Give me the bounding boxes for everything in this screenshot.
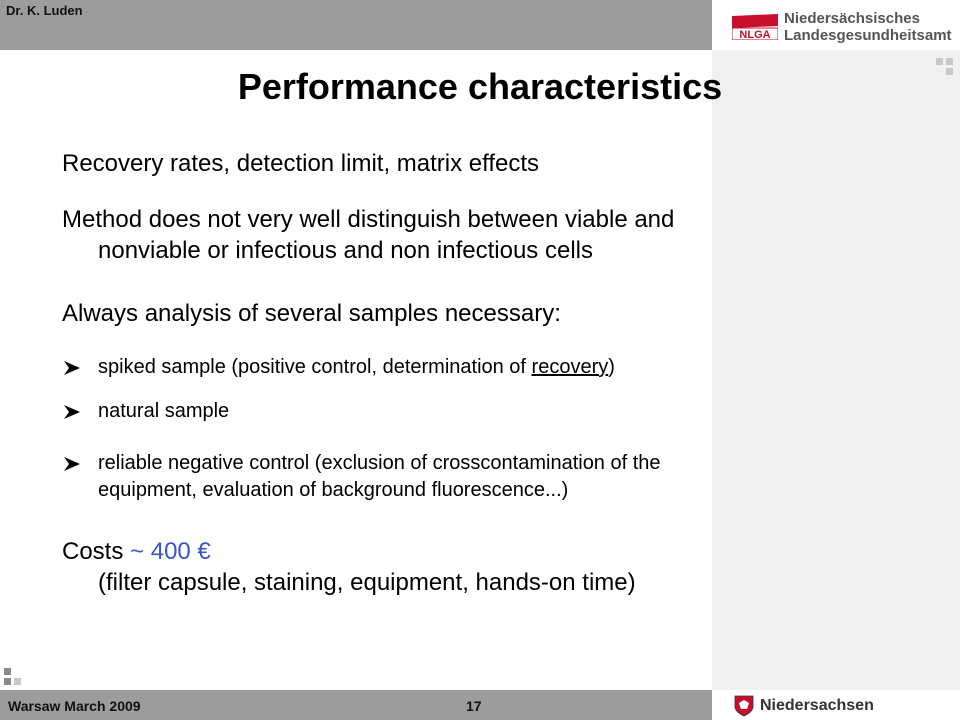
recovery-link-text: recovery <box>531 356 609 378</box>
arrow-bullet-icon <box>62 358 82 378</box>
bullet-spiked-sample <box>62 354 615 381</box>
bullet-negative-control <box>62 450 661 504</box>
footer-date-location: Warsaw March 2009 <box>8 698 141 714</box>
arrow-bullet-icon <box>62 454 82 474</box>
bullet-natural-text: natural sample <box>98 400 230 422</box>
logo-text-line1: Niedersächsisches <box>784 10 920 27</box>
niedersachsen-label: Niedersachsen <box>760 697 874 714</box>
paragraph-recovery: Recovery rates, detection limit, matrix effects <box>62 150 540 177</box>
paragraph-costs <box>62 536 636 598</box>
nlga-badge-text: NLGA <box>739 29 771 40</box>
nlga-logo-icon <box>732 14 778 40</box>
header-bar <box>0 0 712 50</box>
costs-value: ~ 400 € <box>130 538 211 565</box>
page-number: 17 <box>466 698 482 714</box>
logo-text-line2: Landesgesundheitsamt <box>784 27 952 44</box>
paragraph-method <box>62 204 674 266</box>
bullet-spiked-text: spiked sample (positive control, determination of <box>98 356 532 378</box>
author-label: Dr. K. Luden <box>6 3 83 18</box>
paragraph-analysis: Always analysis of several samples necessary: <box>62 300 561 327</box>
bullet-natural-sample <box>62 398 229 425</box>
costs-detail: (filter capsule, staining, equipment, hands-on time) <box>98 569 636 596</box>
niedersachsen-crest-icon <box>734 695 754 717</box>
slide-title: Performance characteristics <box>237 66 723 107</box>
paragraph-method-line2: nonviable or infectious and non infectious cells <box>98 237 593 264</box>
arrow-bullet-icon <box>62 402 82 422</box>
bullet-spiked-close: ) <box>608 356 615 378</box>
paragraph-method-line1: Method does not very well distinguish between viable and <box>62 206 675 233</box>
nlga-logo-text <box>784 10 952 44</box>
bullet-negative-line2: equipment, evaluation of background fluorescence...) <box>98 479 569 501</box>
right-side-panel <box>712 50 960 690</box>
costs-label: Costs <box>62 538 124 565</box>
bullet-negative-line1: reliable negative control (exclusion of crosscontamination of the <box>98 452 661 474</box>
